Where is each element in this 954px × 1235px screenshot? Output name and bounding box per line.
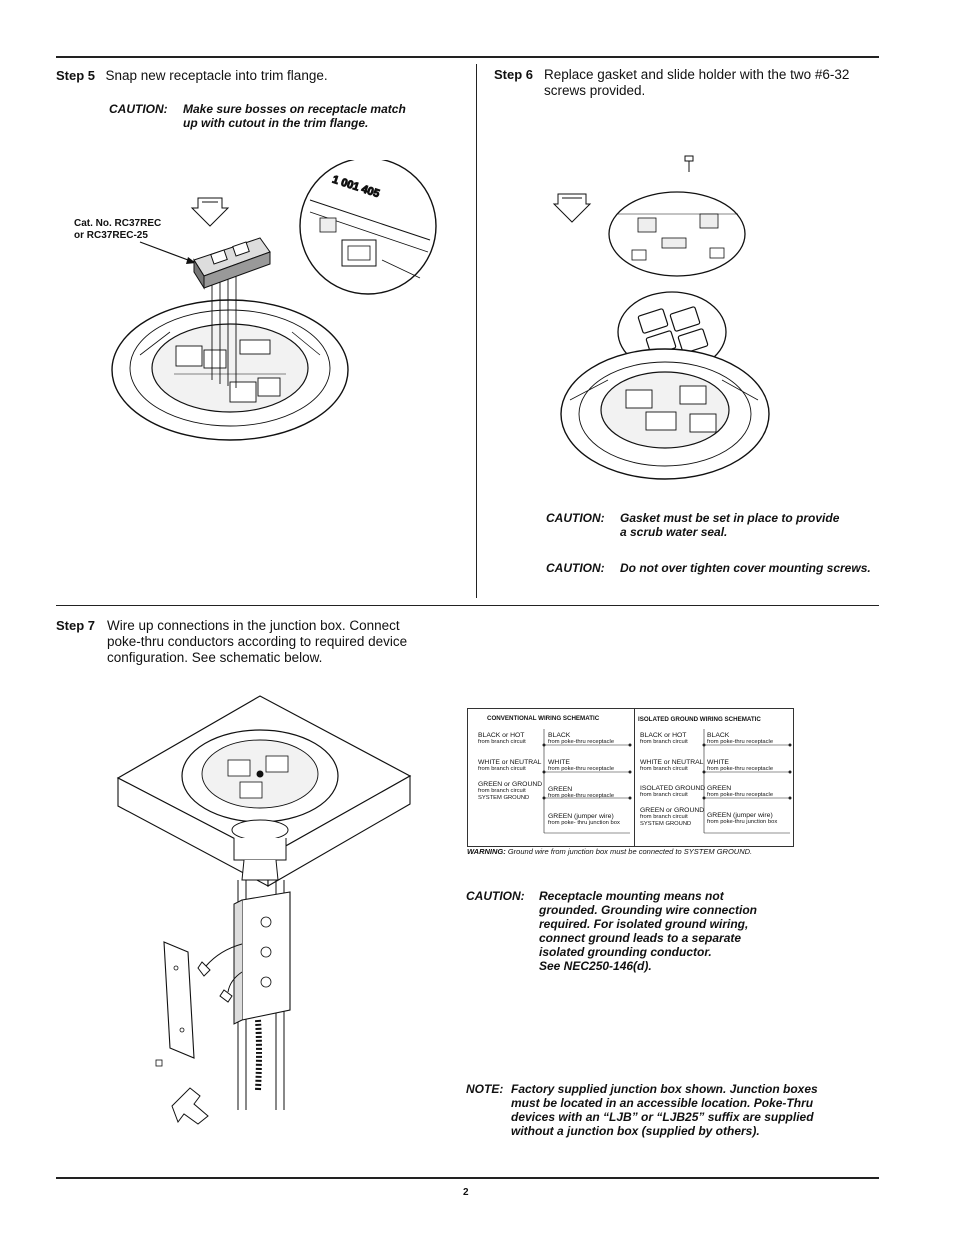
screw-icon: [685, 156, 693, 172]
inset-number: 1 001 405: [330, 173, 381, 201]
detail-inset: [300, 160, 436, 294]
step6-caution1-line1: Gasket must be set in place to provide: [620, 511, 840, 525]
step5-caution-label: CAUTION:: [109, 102, 168, 116]
grounding-caution-line5: isolated grounding conductor.: [539, 945, 712, 959]
conv-r1-right-sub: from poke-thru receptacle: [548, 739, 615, 745]
grounding-caution-line3: required. For isolated ground wiring,: [539, 917, 749, 931]
callout-line2: or RC37REC-25: [74, 230, 148, 241]
conv-r3-right-main: GREEN: [548, 786, 573, 793]
conv-r2-left-main: WHITE or NEUTRAL: [478, 759, 542, 766]
warning-label: WARNING:: [467, 847, 506, 856]
junction-cover-plate: [164, 942, 194, 1058]
note-line4: without a junction box (supplied by others).: [511, 1124, 760, 1138]
step5-text: Snap new receptacle into trim flange.: [105, 68, 328, 83]
middle-rule: [56, 605, 879, 606]
top-rule: [56, 56, 879, 58]
conv-r3-left-main: GREEN or GROUND: [478, 781, 543, 788]
conv-r3-left-sub2: SYSTEM GROUND: [478, 795, 530, 801]
iso-r1-left-main: BLACK or HOT: [640, 732, 687, 739]
junction-box-note: [466, 1082, 846, 1142]
step5-illustration: [110, 160, 450, 450]
cover-plate: [609, 192, 745, 276]
step6-caution1-line2: a scrub water seal.: [620, 525, 728, 539]
cover-screw-icon: [156, 1060, 162, 1066]
conv-r3-right-sub: from poke-thru receptacle: [548, 793, 615, 799]
iso-r2-right-main: WHITE: [707, 759, 729, 766]
conv-r3-left-sub: from branch circuit: [478, 788, 526, 794]
note-label: NOTE:: [466, 1082, 504, 1096]
iso-r2-right-sub: from poke-thru receptacle: [707, 766, 774, 772]
grounding-caution-line2: grounded. Grounding wire connection: [539, 903, 757, 917]
iso-r1-right-main: BLACK: [707, 732, 730, 739]
wire-connectors: [198, 962, 232, 1002]
schematic-warning: [467, 847, 867, 856]
step6-caution1-text: [620, 511, 839, 539]
iso-r1-left-sub: from branch circuit: [640, 739, 688, 745]
grounding-caution-label: CAUTION:: [466, 889, 525, 903]
down-arrow-icon: [192, 198, 228, 226]
note-text: [511, 1082, 818, 1138]
step6-illustration: [550, 152, 780, 487]
iso-r3-left-sub: from branch circuit: [640, 792, 688, 798]
conv-r2-right-sub: from poke-thru receptacle: [548, 766, 615, 772]
step6-caution2-text: Do not over tighten cover mounting screws.: [620, 561, 871, 575]
step6-text-line1: Replace gasket and slide holder with the two #6-32: [544, 67, 850, 82]
step7-illustration: [110, 690, 440, 1140]
step5-caution-line2: up with cutout in the trim flange.: [183, 116, 369, 130]
step5-label: Step 5: [56, 68, 96, 83]
step5-caution: [109, 102, 469, 132]
step6-caution1: [546, 511, 876, 541]
conv-r2-right-main: WHITE: [548, 759, 570, 766]
direction-arrow-icon: [172, 1088, 208, 1124]
step7-section: [56, 618, 456, 670]
grounding-caution: [466, 889, 826, 979]
step7-text-line2: poke-thru conductors according to required device: [107, 634, 408, 649]
flex-conduit: [258, 1020, 259, 1090]
wiring-schematic: [467, 708, 794, 847]
step7-text-line3: configuration. See schematic below.: [107, 650, 323, 665]
iso-r3-right-main: GREEN: [707, 785, 732, 792]
step7-text: [107, 618, 457, 666]
page-number: 2: [463, 1187, 469, 1198]
iso-r1-right-sub: from poke-thru receptacle: [707, 739, 774, 745]
note-line1: Factory supplied junction box shown. Junction boxes: [511, 1082, 818, 1096]
isolated-title: ISOLATED GROUND WIRING SCHEMATIC: [638, 716, 761, 723]
step6-text-line2: screws provided.: [544, 83, 646, 98]
grounding-caution-text: [539, 889, 757, 973]
note-line3: devices with an “LJB” or “LJB25” suffix are supplied: [511, 1110, 814, 1124]
receptacle: [194, 238, 270, 288]
bottom-rule: [56, 1177, 879, 1179]
floor-box-cover: [182, 730, 338, 822]
trim-flange: [112, 300, 348, 440]
step7-text-line1: Wire up connections in the junction box. Connect: [107, 618, 400, 633]
iso-r4-left-sub: from branch circuit: [640, 814, 688, 820]
step5-caution-text: [183, 102, 406, 130]
base-ring: [561, 349, 769, 479]
step6-caution1-label: CAUTION:: [546, 511, 605, 525]
conventional-title: CONVENTIONAL WIRING SCHEMATIC: [487, 715, 600, 722]
step6-caution2-label: CAUTION:: [546, 561, 605, 575]
junction-box: [234, 892, 290, 1024]
iso-r4-right-main: GREEN (jumper wire): [707, 812, 773, 819]
step5-section: [56, 67, 466, 85]
conv-r4-right-sub: from poke- thru junction box: [548, 820, 620, 826]
grounding-caution-line4: connect ground leads to a separate: [539, 931, 742, 945]
conv-r4-right-main: GREEN (jumper wire): [548, 813, 614, 820]
grounding-caution-line1: Receptacle mounting means not: [539, 889, 724, 903]
step6-label: Step 6: [494, 67, 534, 82]
iso-r4-right-sub: from poke-thru junction box: [707, 819, 778, 825]
down-arrow-icon: [554, 194, 590, 222]
step6-caution2: [546, 561, 886, 577]
grounding-caution-line6: See NEC250-146(d).: [539, 959, 652, 973]
conv-r1-left-sub: from branch circuit: [478, 739, 526, 745]
conv-r1-right-main: BLACK: [548, 732, 571, 739]
schematic-connector-lines: [468, 709, 793, 846]
iso-r2-left-main: WHITE or NEUTRAL: [640, 759, 704, 766]
conv-r1-left-main: BLACK or HOT: [478, 732, 525, 739]
iso-r4-left-sub2: SYSTEM GROUND: [640, 821, 692, 827]
iso-r4-left-main: GREEN or GROUND: [640, 807, 705, 814]
iso-r3-right-sub: from poke-thru receptacle: [707, 792, 774, 798]
note-line2: must be located in an accessible location. Poke-Thru: [511, 1096, 814, 1110]
callout-line1: Cat. No. RC37REC: [74, 218, 162, 229]
iso-r2-left-sub: from branch circuit: [640, 766, 688, 772]
step6-text: [544, 67, 874, 99]
iso-r3-left-main: ISOLATED GROUND: [640, 785, 706, 792]
column-divider: [476, 64, 477, 598]
conv-r2-left-sub: from branch circuit: [478, 766, 526, 772]
warning-text: Ground wire from junction box must be connected to SYSTEM GROUND.: [507, 847, 753, 856]
step7-label: Step 7: [56, 618, 96, 633]
step5-caution-line1: Make sure bosses on receptacle match: [183, 102, 406, 116]
